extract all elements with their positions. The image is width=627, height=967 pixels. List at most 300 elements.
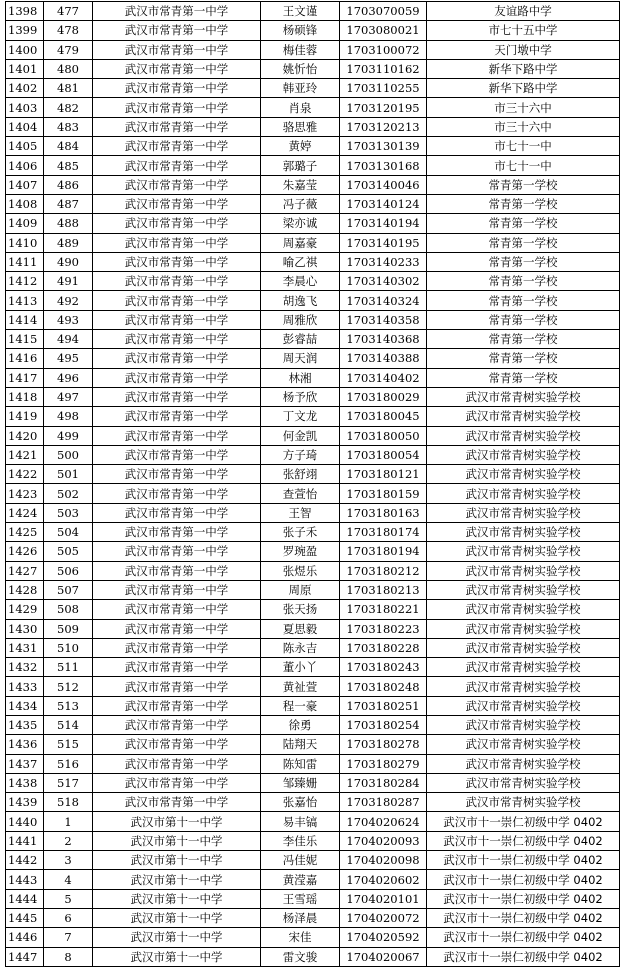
cell-junior-school: 常青第一学校	[427, 368, 620, 387]
cell-overall-index: 1447	[6, 947, 44, 966]
table-row	[6, 696, 620, 715]
cell-admitted-school: 武汉市常青第一中学	[93, 368, 261, 387]
cell-admitted-school: 武汉市常青第一中学	[93, 465, 261, 484]
cell-school-seq: 492	[44, 291, 93, 310]
cell-school-seq: 495	[44, 349, 93, 368]
cell-junior-school: 武汉市常青树实验学校	[427, 445, 620, 464]
cell-overall-index: 1431	[6, 638, 44, 657]
cell-admitted-school: 武汉市常青第一中学	[93, 291, 261, 310]
table-row	[6, 252, 620, 271]
table-row	[6, 947, 620, 966]
table-row	[6, 21, 620, 40]
cell-exam-number: 1703110162	[340, 59, 427, 78]
table-row	[6, 291, 620, 310]
cell-school-seq: 501	[44, 465, 93, 484]
cell-exam-number: 1703180243	[340, 658, 427, 677]
cell-admitted-school: 武汉市常青第一中学	[93, 677, 261, 696]
cell-overall-index: 1402	[6, 79, 44, 98]
cell-school-seq: 518	[44, 793, 93, 812]
cell-overall-index: 1419	[6, 407, 44, 426]
cell-overall-index: 1411	[6, 252, 44, 271]
cell-overall-index: 1401	[6, 59, 44, 78]
cell-junior-school: 武汉市常青树实验学校	[427, 600, 620, 619]
cell-student-name: 梅佳蓉	[261, 40, 340, 59]
cell-admitted-school: 武汉市第十一中学	[93, 851, 261, 870]
cell-school-seq: 482	[44, 98, 93, 117]
cell-admitted-school: 武汉市第十一中学	[93, 928, 261, 947]
cell-school-seq: 496	[44, 368, 93, 387]
cell-junior-school: 武汉市常青树实验学校	[427, 735, 620, 754]
cell-overall-index: 1417	[6, 368, 44, 387]
cell-junior-school: 常青第一学校	[427, 252, 620, 271]
cell-junior-school: 武汉市十一崇仁初级中学 0402	[427, 870, 620, 889]
cell-school-seq: 487	[44, 194, 93, 213]
cell-exam-number: 1703070059	[340, 2, 427, 21]
cell-exam-number: 1703180213	[340, 580, 427, 599]
cell-student-name: 骆思雅	[261, 117, 340, 136]
cell-school-seq: 503	[44, 503, 93, 522]
table-row	[6, 580, 620, 599]
cell-school-seq: 514	[44, 715, 93, 734]
cell-junior-school: 常青第一学校	[427, 214, 620, 233]
cell-junior-school: 武汉市十一崇仁初级中学 0402	[427, 812, 620, 831]
cell-overall-index: 1440	[6, 812, 44, 831]
table-row	[6, 2, 620, 21]
cell-junior-school: 常青第一学校	[427, 291, 620, 310]
table-row	[6, 638, 620, 657]
table-row	[6, 600, 620, 619]
cell-admitted-school: 武汉市常青第一中学	[93, 735, 261, 754]
cell-junior-school: 市三十六中	[427, 98, 620, 117]
cell-school-seq: 488	[44, 214, 93, 233]
cell-student-name: 陈永吉	[261, 638, 340, 657]
cell-admitted-school: 武汉市常青第一中学	[93, 754, 261, 773]
cell-admitted-school: 武汉市常青第一中学	[93, 542, 261, 561]
cell-admitted-school: 武汉市常青第一中学	[93, 310, 261, 329]
cell-admitted-school: 武汉市常青第一中学	[93, 715, 261, 734]
cell-student-name: 周天润	[261, 349, 340, 368]
table-row	[6, 330, 620, 349]
cell-overall-index: 1439	[6, 793, 44, 812]
cell-overall-index: 1403	[6, 98, 44, 117]
cell-student-name: 张子禾	[261, 523, 340, 542]
cell-student-name: 查萱怡	[261, 484, 340, 503]
cell-school-seq: 498	[44, 407, 93, 426]
table-row	[6, 426, 620, 445]
cell-student-name: 杨予欣	[261, 387, 340, 406]
cell-admitted-school: 武汉市常青第一中学	[93, 214, 261, 233]
cell-overall-index: 1414	[6, 310, 44, 329]
cell-exam-number: 1703180194	[340, 542, 427, 561]
cell-exam-number: 1704020098	[340, 851, 427, 870]
cell-school-seq: 493	[44, 310, 93, 329]
cell-admitted-school: 武汉市常青第一中学	[93, 619, 261, 638]
cell-admitted-school: 武汉市常青第一中学	[93, 59, 261, 78]
cell-student-name: 何金凯	[261, 426, 340, 445]
cell-school-seq: 4	[44, 870, 93, 889]
cell-overall-index: 1428	[6, 580, 44, 599]
cell-school-seq: 517	[44, 773, 93, 792]
cell-exam-number: 1704020602	[340, 870, 427, 889]
cell-student-name: 胡逸飞	[261, 291, 340, 310]
table-row	[6, 272, 620, 291]
cell-exam-number: 1703140402	[340, 368, 427, 387]
cell-school-seq: 508	[44, 600, 93, 619]
cell-exam-number: 1703140302	[340, 272, 427, 291]
cell-school-seq: 510	[44, 638, 93, 657]
cell-exam-number: 1703120195	[340, 98, 427, 117]
cell-junior-school: 武汉市常青树实验学校	[427, 503, 620, 522]
cell-junior-school: 武汉市十一崇仁初级中学 0402	[427, 928, 620, 947]
cell-junior-school: 武汉市常青树实验学校	[427, 484, 620, 503]
cell-school-seq: 490	[44, 252, 93, 271]
table-row	[6, 407, 620, 426]
cell-student-name: 黄滢嘉	[261, 870, 340, 889]
cell-admitted-school: 武汉市第十一中学	[93, 947, 261, 966]
cell-admitted-school: 武汉市常青第一中学	[93, 330, 261, 349]
cell-exam-number: 1703180212	[340, 561, 427, 580]
cell-school-seq: 515	[44, 735, 93, 754]
cell-junior-school: 武汉市十一崇仁初级中学 0402	[427, 908, 620, 927]
cell-student-name: 李晨心	[261, 272, 340, 291]
cell-junior-school: 武汉市常青树实验学校	[427, 407, 620, 426]
cell-junior-school: 市七十一中	[427, 156, 620, 175]
cell-student-name: 喻乙祺	[261, 252, 340, 271]
cell-student-name: 肖泉	[261, 98, 340, 117]
cell-overall-index: 1441	[6, 831, 44, 850]
cell-admitted-school: 武汉市常青第一中学	[93, 98, 261, 117]
cell-junior-school: 常青第一学校	[427, 233, 620, 252]
cell-overall-index: 1429	[6, 600, 44, 619]
cell-admitted-school: 武汉市常青第一中学	[93, 658, 261, 677]
cell-admitted-school: 武汉市常青第一中学	[93, 426, 261, 445]
table-row	[6, 715, 620, 734]
cell-school-seq: 8	[44, 947, 93, 966]
cell-junior-school: 常青第一学校	[427, 175, 620, 194]
cell-admitted-school: 武汉市第十一中学	[93, 908, 261, 927]
cell-overall-index: 1434	[6, 696, 44, 715]
cell-overall-index: 1423	[6, 484, 44, 503]
cell-exam-number: 1703180221	[340, 600, 427, 619]
cell-admitted-school: 武汉市常青第一中学	[93, 21, 261, 40]
table-row	[6, 677, 620, 696]
cell-exam-number: 1703110255	[340, 79, 427, 98]
cell-student-name: 张嘉怡	[261, 793, 340, 812]
cell-junior-school: 常青第一学校	[427, 272, 620, 291]
cell-admitted-school: 武汉市常青第一中学	[93, 407, 261, 426]
cell-junior-school: 武汉市常青树实验学校	[427, 793, 620, 812]
cell-school-seq: 494	[44, 330, 93, 349]
cell-exam-number: 1703120213	[340, 117, 427, 136]
cell-overall-index: 1438	[6, 773, 44, 792]
cell-overall-index: 1398	[6, 2, 44, 21]
cell-student-name: 张煜乐	[261, 561, 340, 580]
cell-school-seq: 478	[44, 21, 93, 40]
cell-student-name: 梁亦诚	[261, 214, 340, 233]
cell-overall-index: 1416	[6, 349, 44, 368]
cell-junior-school: 武汉市十一崇仁初级中学 0402	[427, 889, 620, 908]
cell-student-name: 韩亚玲	[261, 79, 340, 98]
table-row	[6, 503, 620, 522]
cell-overall-index: 1406	[6, 156, 44, 175]
cell-student-name: 杨泽晨	[261, 908, 340, 927]
cell-student-name: 张舒翊	[261, 465, 340, 484]
cell-junior-school: 武汉市十一崇仁初级中学 0402	[427, 831, 620, 850]
cell-exam-number: 1704020101	[340, 889, 427, 908]
table-row	[6, 445, 620, 464]
cell-junior-school: 武汉市常青树实验学校	[427, 387, 620, 406]
cell-school-seq: 480	[44, 59, 93, 78]
cell-school-seq: 7	[44, 928, 93, 947]
cell-school-seq: 491	[44, 272, 93, 291]
cell-student-name: 彭睿喆	[261, 330, 340, 349]
cell-student-name: 黄婷	[261, 137, 340, 156]
cell-exam-number: 1703180121	[340, 465, 427, 484]
cell-exam-number: 1703140388	[340, 349, 427, 368]
cell-admitted-school: 武汉市常青第一中学	[93, 638, 261, 657]
cell-student-name: 周嘉豪	[261, 233, 340, 252]
table-row	[6, 889, 620, 908]
cell-student-name: 董小丫	[261, 658, 340, 677]
cell-admitted-school: 武汉市常青第一中学	[93, 137, 261, 156]
cell-overall-index: 1425	[6, 523, 44, 542]
table-row	[6, 908, 620, 927]
table-row	[6, 465, 620, 484]
cell-admitted-school: 武汉市常青第一中学	[93, 445, 261, 464]
cell-school-seq: 513	[44, 696, 93, 715]
cell-junior-school: 新华下路中学	[427, 79, 620, 98]
cell-overall-index: 1404	[6, 117, 44, 136]
table-row	[6, 233, 620, 252]
cell-junior-school: 武汉市常青树实验学校	[427, 638, 620, 657]
table-row	[6, 773, 620, 792]
cell-school-seq: 509	[44, 619, 93, 638]
cell-junior-school: 武汉市常青树实验学校	[427, 580, 620, 599]
cell-junior-school: 武汉市常青树实验学校	[427, 426, 620, 445]
cell-student-name: 王智	[261, 503, 340, 522]
cell-school-seq: 489	[44, 233, 93, 252]
cell-exam-number: 1703180045	[340, 407, 427, 426]
cell-student-name: 宋佳	[261, 928, 340, 947]
cell-overall-index: 1443	[6, 870, 44, 889]
cell-overall-index: 1436	[6, 735, 44, 754]
table-row	[6, 542, 620, 561]
cell-junior-school: 市七十五中学	[427, 21, 620, 40]
cell-school-seq: 500	[44, 445, 93, 464]
cell-exam-number: 1704020093	[340, 831, 427, 850]
cell-school-seq: 484	[44, 137, 93, 156]
cell-admitted-school: 武汉市第十一中学	[93, 889, 261, 908]
cell-exam-number: 1703080021	[340, 21, 427, 40]
cell-overall-index: 1399	[6, 21, 44, 40]
cell-overall-index: 1410	[6, 233, 44, 252]
cell-school-seq: 1	[44, 812, 93, 831]
cell-student-name: 冯子薇	[261, 194, 340, 213]
cell-exam-number: 1703140358	[340, 310, 427, 329]
cell-school-seq: 5	[44, 889, 93, 908]
cell-overall-index: 1405	[6, 137, 44, 156]
cell-student-name: 程一豪	[261, 696, 340, 715]
cell-overall-index: 1421	[6, 445, 44, 464]
cell-exam-number: 1704020592	[340, 928, 427, 947]
cell-student-name: 张天扬	[261, 600, 340, 619]
cell-admitted-school: 武汉市常青第一中学	[93, 773, 261, 792]
cell-student-name: 雷文骏	[261, 947, 340, 966]
cell-student-name: 杨硕锋	[261, 21, 340, 40]
cell-junior-school: 武汉市十一崇仁初级中学 0402	[427, 851, 620, 870]
table-row	[6, 484, 620, 503]
cell-exam-number: 1703180287	[340, 793, 427, 812]
admission-roster-table	[5, 1, 620, 967]
cell-student-name: 方子琦	[261, 445, 340, 464]
cell-junior-school: 友谊路中学	[427, 2, 620, 21]
cell-junior-school: 武汉市常青树实验学校	[427, 523, 620, 542]
cell-junior-school: 市三十六中	[427, 117, 620, 136]
cell-admitted-school: 武汉市第十一中学	[93, 831, 261, 850]
cell-overall-index: 1415	[6, 330, 44, 349]
cell-overall-index: 1400	[6, 40, 44, 59]
cell-exam-number: 1703130168	[340, 156, 427, 175]
table-row	[6, 59, 620, 78]
cell-school-seq: 506	[44, 561, 93, 580]
cell-student-name: 黄祉萱	[261, 677, 340, 696]
cell-junior-school: 武汉市常青树实验学校	[427, 715, 620, 734]
cell-student-name: 周雅欣	[261, 310, 340, 329]
cell-overall-index: 1430	[6, 619, 44, 638]
cell-admitted-school: 武汉市常青第一中学	[93, 156, 261, 175]
roster-body	[6, 2, 620, 967]
cell-exam-number: 1703180223	[340, 619, 427, 638]
cell-student-name: 陆翔天	[261, 735, 340, 754]
cell-exam-number: 1703140194	[340, 214, 427, 233]
cell-school-seq: 516	[44, 754, 93, 773]
cell-overall-index: 1435	[6, 715, 44, 734]
cell-junior-school: 武汉市常青树实验学校	[427, 773, 620, 792]
cell-exam-number: 1704020067	[340, 947, 427, 966]
table-row	[6, 175, 620, 194]
cell-school-seq: 504	[44, 523, 93, 542]
cell-student-name: 王文谨	[261, 2, 340, 21]
cell-overall-index: 1427	[6, 561, 44, 580]
cell-admitted-school: 武汉市第十一中学	[93, 870, 261, 889]
table-row	[6, 793, 620, 812]
cell-exam-number: 1703140195	[340, 233, 427, 252]
table-row	[6, 310, 620, 329]
cell-school-seq: 2	[44, 831, 93, 850]
cell-admitted-school: 武汉市常青第一中学	[93, 523, 261, 542]
cell-exam-number: 1703180174	[340, 523, 427, 542]
table-row	[6, 928, 620, 947]
cell-exam-number: 1703180163	[340, 503, 427, 522]
cell-exam-number: 1703180284	[340, 773, 427, 792]
cell-admitted-school: 武汉市常青第一中学	[93, 600, 261, 619]
cell-school-seq: 477	[44, 2, 93, 21]
cell-admitted-school: 武汉市常青第一中学	[93, 272, 261, 291]
table-row	[6, 368, 620, 387]
cell-overall-index: 1422	[6, 465, 44, 484]
cell-admitted-school: 武汉市常青第一中学	[93, 194, 261, 213]
cell-admitted-school: 武汉市常青第一中学	[93, 561, 261, 580]
cell-junior-school: 常青第一学校	[427, 310, 620, 329]
table-row	[6, 754, 620, 773]
cell-junior-school: 武汉市常青树实验学校	[427, 465, 620, 484]
cell-school-seq: 497	[44, 387, 93, 406]
cell-overall-index: 1413	[6, 291, 44, 310]
cell-admitted-school: 武汉市常青第一中学	[93, 503, 261, 522]
cell-student-name: 罗琬盈	[261, 542, 340, 561]
cell-junior-school: 天门墩中学	[427, 40, 620, 59]
cell-admitted-school: 武汉市常青第一中学	[93, 233, 261, 252]
table-row	[6, 851, 620, 870]
cell-admitted-school: 武汉市常青第一中学	[93, 117, 261, 136]
cell-exam-number: 1703180159	[340, 484, 427, 503]
cell-overall-index: 1407	[6, 175, 44, 194]
cell-school-seq: 485	[44, 156, 93, 175]
cell-exam-number: 1703140046	[340, 175, 427, 194]
cell-junior-school: 武汉市常青树实验学校	[427, 677, 620, 696]
table-row	[6, 349, 620, 368]
cell-student-name: 林湘	[261, 368, 340, 387]
cell-junior-school: 武汉市常青树实验学校	[427, 561, 620, 580]
cell-school-seq: 3	[44, 851, 93, 870]
cell-admitted-school: 武汉市常青第一中学	[93, 2, 261, 21]
table-row	[6, 214, 620, 233]
cell-school-seq: 6	[44, 908, 93, 927]
table-row	[6, 387, 620, 406]
cell-exam-number: 1703140124	[340, 194, 427, 213]
cell-school-seq: 502	[44, 484, 93, 503]
cell-admitted-school: 武汉市常青第一中学	[93, 580, 261, 599]
cell-admitted-school: 武汉市常青第一中学	[93, 40, 261, 59]
cell-exam-number: 1703140233	[340, 252, 427, 271]
cell-student-name: 丁文龙	[261, 407, 340, 426]
table-row	[6, 812, 620, 831]
cell-exam-number: 1704020624	[340, 812, 427, 831]
cell-junior-school: 武汉市常青树实验学校	[427, 619, 620, 638]
cell-exam-number: 1703180050	[340, 426, 427, 445]
cell-exam-number: 1703140324	[340, 291, 427, 310]
cell-exam-number: 1703180054	[340, 445, 427, 464]
cell-junior-school: 武汉市常青树实验学校	[427, 754, 620, 773]
cell-junior-school: 常青第一学校	[427, 330, 620, 349]
table-row	[6, 194, 620, 213]
cell-school-seq: 486	[44, 175, 93, 194]
cell-school-seq: 483	[44, 117, 93, 136]
cell-overall-index: 1418	[6, 387, 44, 406]
cell-exam-number: 1704020072	[340, 908, 427, 927]
table-row	[6, 523, 620, 542]
cell-admitted-school: 武汉市常青第一中学	[93, 79, 261, 98]
cell-junior-school: 武汉市常青树实验学校	[427, 658, 620, 677]
cell-overall-index: 1446	[6, 928, 44, 947]
cell-overall-index: 1424	[6, 503, 44, 522]
cell-student-name: 李佳乐	[261, 831, 340, 850]
cell-student-name: 周原	[261, 580, 340, 599]
cell-exam-number: 1703180248	[340, 677, 427, 696]
cell-junior-school: 武汉市常青树实验学校	[427, 542, 620, 561]
cell-admitted-school: 武汉市常青第一中学	[93, 387, 261, 406]
cell-student-name: 陈知雷	[261, 754, 340, 773]
cell-admitted-school: 武汉市第十一中学	[93, 812, 261, 831]
cell-overall-index: 1426	[6, 542, 44, 561]
cell-student-name: 郭璐子	[261, 156, 340, 175]
table-row	[6, 117, 620, 136]
cell-exam-number: 1703100072	[340, 40, 427, 59]
table-row	[6, 40, 620, 59]
cell-exam-number: 1703180279	[340, 754, 427, 773]
cell-student-name: 朱嘉莹	[261, 175, 340, 194]
table-row	[6, 870, 620, 889]
